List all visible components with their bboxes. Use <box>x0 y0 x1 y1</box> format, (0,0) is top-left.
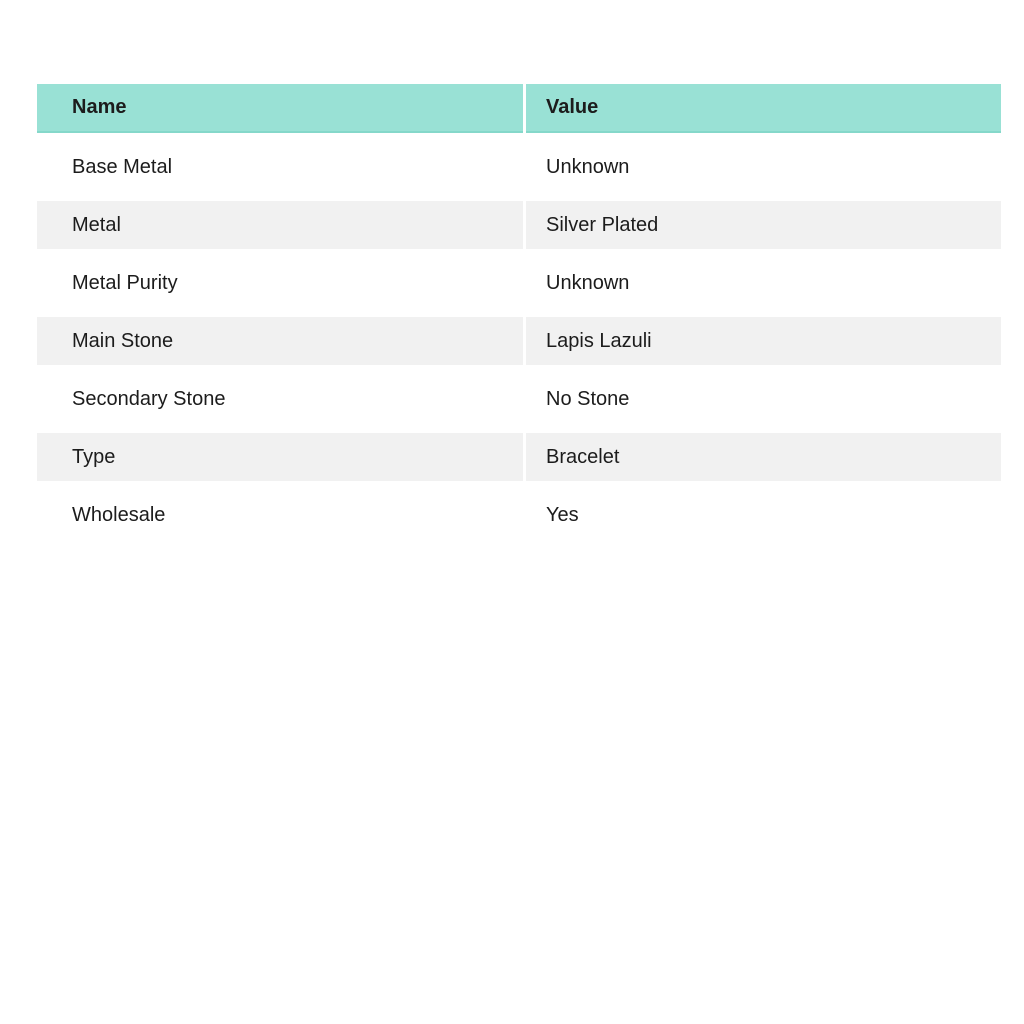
table-row <box>37 375 1001 423</box>
table-row <box>37 491 1001 539</box>
table-row <box>37 259 1001 307</box>
attribute-value: No Stone <box>526 375 1001 423</box>
attribute-name: Main Stone <box>37 317 523 365</box>
attribute-name: Metal Purity <box>37 259 523 307</box>
attribute-name: Metal <box>37 201 523 249</box>
column-header-value: Value <box>526 84 1001 133</box>
attribute-name: Base Metal <box>37 143 523 191</box>
attribute-value: Bracelet <box>526 433 1001 481</box>
attribute-name: Wholesale <box>37 491 523 539</box>
attribute-value: Yes <box>526 491 1001 539</box>
header-row <box>37 84 1001 133</box>
table-row <box>37 317 1001 365</box>
attribute-value: Unknown <box>526 143 1001 191</box>
spec-table-body <box>37 143 1001 539</box>
table-row <box>37 201 1001 249</box>
column-header-name: Name <box>37 84 523 133</box>
attribute-value: Silver Plated <box>526 201 1001 249</box>
table-row <box>37 143 1001 191</box>
spec-table-header <box>37 84 1001 133</box>
attribute-value: Lapis Lazuli <box>526 317 1001 365</box>
attribute-name: Type <box>37 433 523 481</box>
attribute-value: Unknown <box>526 259 1001 307</box>
product-spec-table <box>34 74 1004 549</box>
table-row <box>37 433 1001 481</box>
attribute-name: Secondary Stone <box>37 375 523 423</box>
